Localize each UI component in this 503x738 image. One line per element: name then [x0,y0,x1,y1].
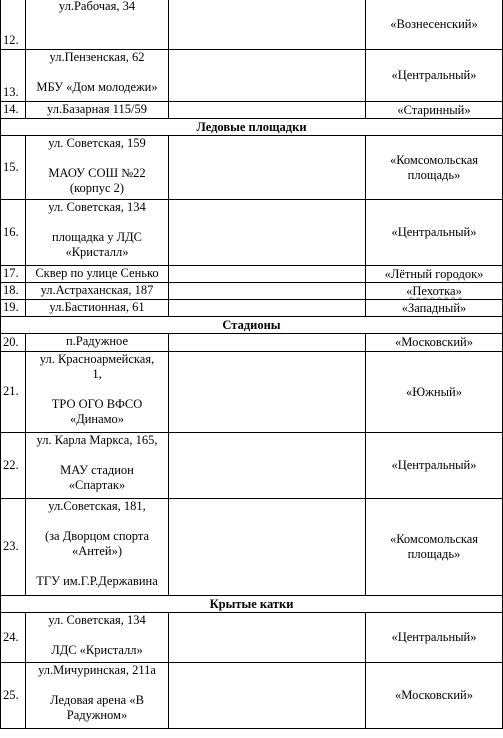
table-row [1,283,503,300]
row-number: 17. [1,266,26,283]
district-cell: «Лётный городок» [366,266,503,283]
table-row [1,613,503,663]
table-row [1,200,503,266]
table-row [1,300,503,317]
table-row [1,102,503,119]
row-number: 20. [1,334,26,352]
row-number: 15. [1,136,26,200]
address-cell: ул. Советская, 134 площадка у ЛДС «Кристалл» [26,200,169,266]
address-cell: ул.Бастионная, 61 [26,300,169,317]
district-cell: «Вознесенский» [366,0,503,50]
section-row [1,596,503,613]
row-number: 18. [1,283,26,300]
section-row [1,119,503,136]
table-row [1,0,503,50]
district-cell: «Южный» [366,352,503,433]
district-cell: «Западный» [366,300,503,317]
empty-cell [169,283,366,300]
row-number: 19. [1,300,26,317]
address-cell: ул.Советская, 181, (за Дворцом спорта «Антей») ТГУ им.Г.Р.Державина [26,499,169,596]
empty-cell [169,102,366,119]
empty-cell [169,433,366,499]
row-number: 24. [1,613,26,663]
table-row [1,50,503,102]
district-cell: «Центральный» [366,50,503,102]
table-row [1,334,503,352]
empty-cell [169,300,366,317]
district-cell: «Московский» [366,334,503,352]
empty-cell [169,499,366,596]
row-number: 16. [1,200,26,266]
row-number: 22. [1,433,26,499]
table-row [1,266,503,283]
table-row [1,663,503,729]
row-number: 13. [1,50,26,102]
table-row [1,433,503,499]
table-row [1,136,503,200]
address-cell: ул. Советская, 134 ЛДС «Кристалл» [26,613,169,663]
district-cell: «Центральный» [366,433,503,499]
address-cell: Сквер по улице Сенько [26,266,169,283]
row-number: 12. [1,0,26,50]
address-cell: ул.Пензенская, 62 МБУ «Дом молодежи» [26,50,169,102]
district-cell: «Комсомольская площадь» [366,499,503,596]
empty-cell [169,0,366,50]
address-cell: ул.Рабочая, 34 [26,0,169,50]
district-cell: «Московский» [366,663,503,729]
empty-cell [169,50,366,102]
empty-cell [169,613,366,663]
address-cell: ул.Базарная 115/59 [26,102,169,119]
section-heading-ice: Ледовые площадки [1,119,503,136]
empty-cell [169,200,366,266]
row-number: 14. [1,102,26,119]
empty-cell [169,663,366,729]
table-row [1,352,503,433]
empty-cell [169,266,366,283]
section-row [1,317,503,334]
section-heading-rinks: Крытые катки [1,596,503,613]
address-cell: п.Радужное [26,334,169,352]
empty-cell [169,136,366,200]
section-heading-stadiums: Стадионы [1,317,503,334]
row-number: 25. [1,663,26,729]
district-cell: «Пехотка» [366,283,503,300]
empty-cell [169,334,366,352]
address-cell: ул.Мичуринская, 211а Ледовая арена «В Радужном» [26,663,169,729]
address-cell: ул.Астраханская, 187 [26,283,169,300]
empty-cell [169,352,366,433]
address-cell: ул. Карла Маркса, 165, МАУ стадион «Спартак» [26,433,169,499]
row-number: 21. [1,352,26,433]
district-cell: «Старинный» [366,102,503,119]
district-cell: «Центральный» [366,613,503,663]
district-cell: «Комсомольская площадь» [366,136,503,200]
address-cell: ул. Красноармейская, 1, ТРО ОГО ВФСО «Динамо» [26,352,169,433]
district-cell: «Центральный» [366,200,503,266]
row-number: 23. [1,499,26,596]
address-cell: ул. Советская, 159 МАОУ СОШ №22 (корпус 2) [26,136,169,200]
table-row [1,499,503,596]
